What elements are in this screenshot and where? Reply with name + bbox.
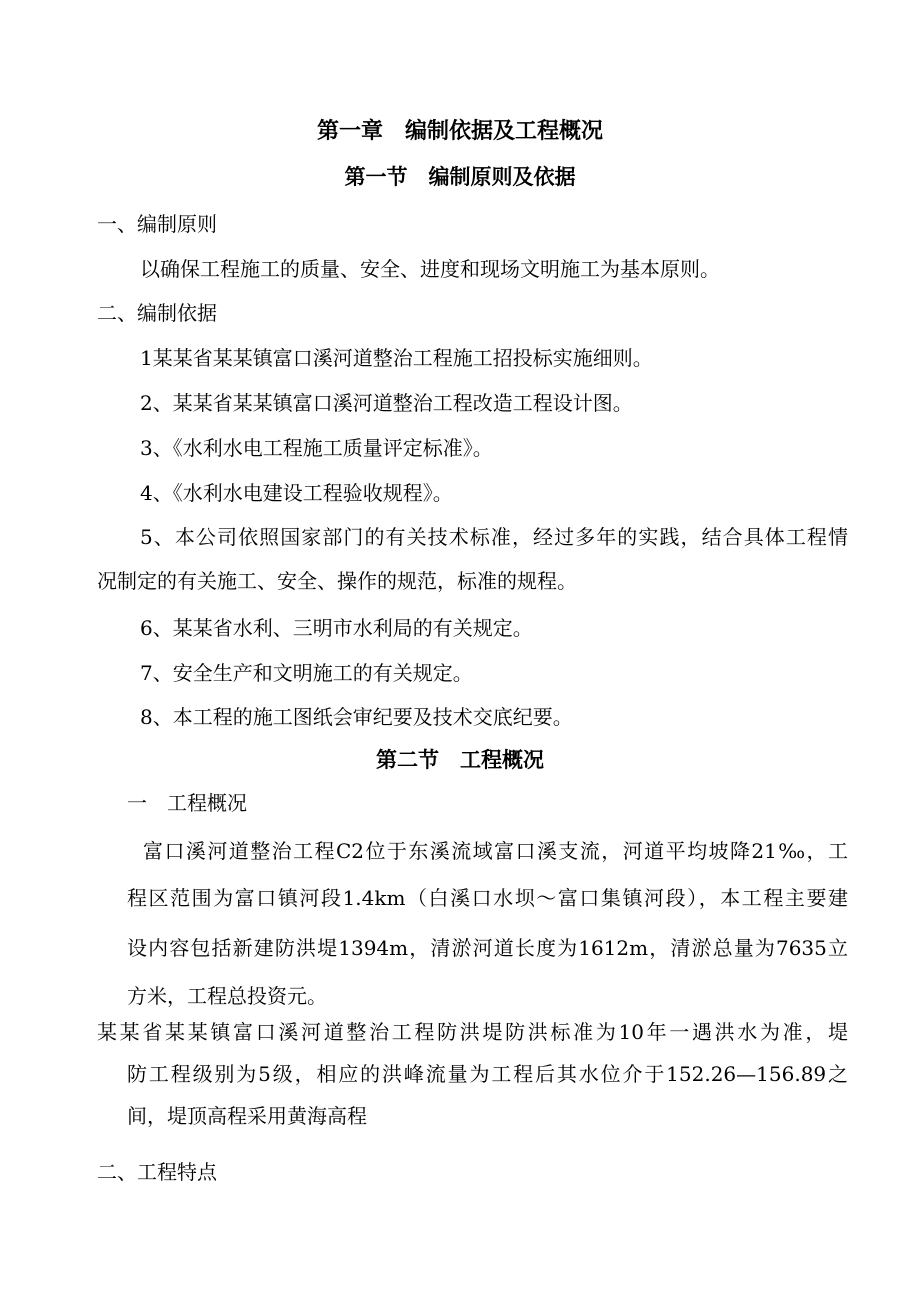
basis-item: 8、本工程的施工图纸会审纪要及技术交底纪要。 — [140, 705, 573, 729]
basis-item: 4、《水利水电建设工程验收规程》。 — [140, 481, 453, 505]
standard-line: 防工程级别为5级，相应的洪峰流量为工程后其水位介于152.26—156.89之 — [127, 1062, 848, 1086]
features-heading: 二、工程特点 — [97, 1160, 217, 1184]
overview-line: 设内容包括新建防洪堤1394m，清淤河道长度为1612m，清淤总量为7635立 — [127, 936, 848, 960]
basis-item: 2、某某省某某镇富口溪河道整治工程改造工程设计图。 — [140, 391, 633, 415]
standard-line: 间，堤顶高程采用黄海高程 — [127, 1104, 367, 1128]
chapter-title: 第一章 编制依据及工程概况 — [316, 119, 603, 144]
basis-item: 1某某省某某镇富口溪河道整治工程施工招投标实施细则。 — [140, 346, 653, 370]
overview-line: 富口溪河道整治工程C2位于东溪流域富口溪支流，河道平均坡降21‰，工 — [143, 839, 848, 863]
basis-item: 6、某某省水利、三明市水利局的有关规定。 — [140, 616, 533, 640]
overview-line: 方米，工程总投资元。 — [127, 984, 327, 1008]
basis-item: 3、《水利水电工程施工质量评定标准》。 — [140, 436, 493, 460]
overview-heading: 一 工程概况 — [127, 791, 247, 815]
section-title-1: 第一节 编制原则及依据 — [344, 165, 576, 189]
basis-heading: 二、编制依据 — [97, 301, 217, 325]
section-title-2: 第二节 工程概况 — [376, 748, 544, 772]
overview-line: 程区范围为富口镇河段1.4km（白溪口水坝～富口集镇河段），本工程主要建 — [127, 886, 848, 910]
principle-text: 以确保工程施工的质量、安全、进度和现场文明施工为基本原则。 — [140, 257, 720, 281]
principle-heading: 一、编制原则 — [97, 212, 217, 236]
standard-line: 某某省某某镇富口溪河道整治工程防洪堤防洪标准为10年一遇洪水为准，堤 — [97, 1020, 848, 1044]
basis-item: 7、安全生产和文明施工的有关规定。 — [140, 661, 473, 685]
basis-item: 5、本公司依照国家部门的有关技术标准，经过多年的实践，结合具体工程情 — [140, 525, 848, 549]
basis-item-continued: 况制定的有关施工、安全、操作的规范，标准的规程。 — [97, 569, 577, 593]
